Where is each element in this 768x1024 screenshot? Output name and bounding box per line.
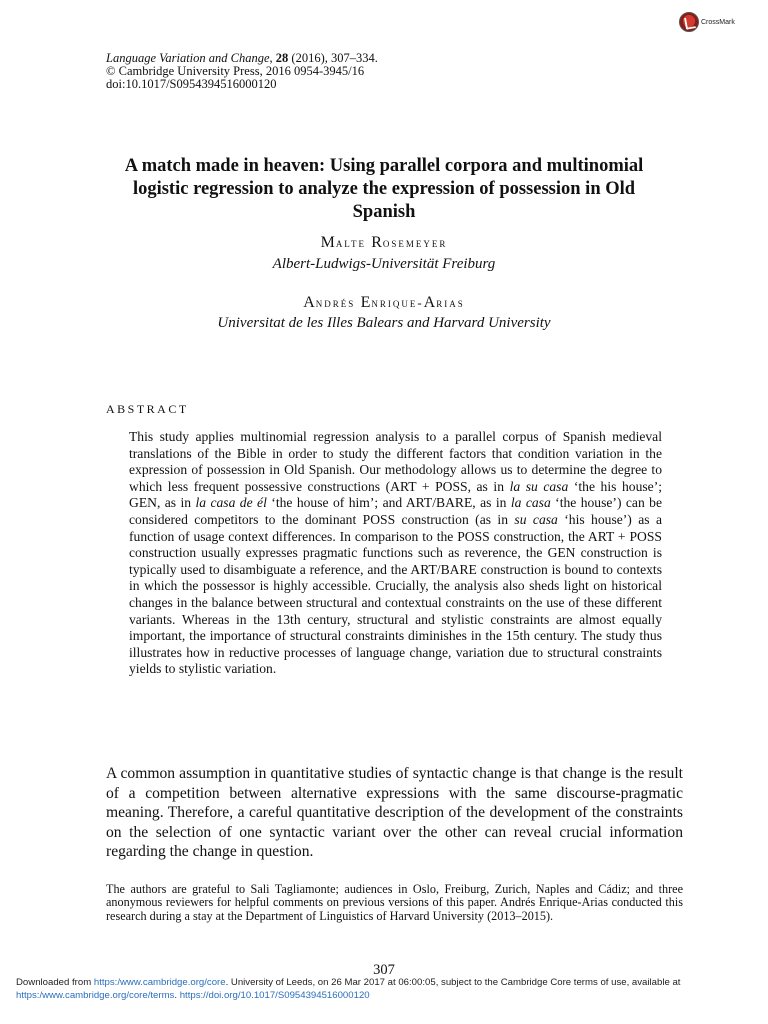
abstract-example: la su casa: [509, 478, 569, 494]
download-text: Downloaded from: [16, 977, 94, 988]
article-title: A match made in heaven: Using parallel corpora and multinomial logistic regression to analyze the expression of possession in Old Spanish: [124, 156, 644, 222]
author-2-last2-initial: A: [423, 294, 437, 311]
abstract-part: ‘the house of him’; and ART/BARE, as in: [266, 495, 511, 511]
download-notice: [16, 977, 756, 1002]
author-affiliation-2: Universitat de les Illes Balears and Harvard University: [217, 315, 551, 331]
doi-link[interactable]: https://doi.org/10.1017/S0954394516000120: [179, 989, 370, 1001]
abstract-part: ‘his house’) as a function of usage context differences. In comparison to the POSS construction, the ART + POSS construction usually expresses pragmatic functions such as reverence, the GEN construction is typically used to disambiguate a reference, and the ART/BARE construction is bound to contexts in which the possessor is highly accessible. Crucially, the analysis also sheds light on historical changes in the balance between structural and contextual constraints on the use of these different variants. Whereas in the 13th century, structural and stylistic constraints are almost equally important, the importance of structural constraints diminishes in the 15th century. The study thus illustrates how in reductive processes of language change, variation due to structural constraints yields to stylistic variation.: [129, 511, 663, 677]
author-1-first-initial: M: [320, 234, 336, 251]
journal-pages: (2016), 307–334.: [288, 51, 378, 65]
abstract-heading: ABSTRACT: [106, 402, 189, 416]
journal-sep: ,: [269, 51, 276, 65]
author-2-first-rest: ndrés: [315, 295, 356, 310]
author-name-2: [0, 294, 768, 312]
author-1-last-rest: osemeyer: [382, 235, 448, 250]
abstract-example: la casa de él: [195, 495, 267, 511]
page-number: 307: [373, 962, 395, 978]
journal-volume: 28: [275, 51, 289, 65]
cambridge-terms-link[interactable]: https:/www.cambridge.org/core/terms: [16, 989, 175, 1001]
abstract-part: This study applies multinomial regression analysis to a parallel corpus of Spanish medieval translations of the Bible in order to study the different factors that condition variation in the expression of possession in Old Spanish. Our methodology allows us to determine the degree to which less frequent possessive constructions (ART + POSS, as in: [129, 429, 662, 494]
author-2-first-initial: A: [303, 294, 316, 311]
abstract-text: [129, 429, 662, 678]
journal-doi: doi:10.1017/S0954394516000120: [106, 77, 277, 91]
author-2-last2-rest: rias: [436, 295, 465, 310]
acknowledgement-footnote: The authors are grateful to Sali Tagliamonte; audiences in Oslo, Freiburg, Zurich, Naples and Cádiz; and three anonymous reviewers for helpful comments on previous versions of this paper. Andrés Enrique-Arias conducted this research during a stay at the Department of Linguistics of Harvard University (2013–2015).: [106, 882, 683, 923]
crossmark-label: CrossMark: [701, 18, 735, 26]
abstract-example: la casa: [510, 495, 551, 511]
crossmark-badge[interactable]: [679, 12, 735, 32]
abstract-part: ‘the his house’; GEN, as in: [129, 478, 662, 511]
journal-name: Language Variation and Change: [106, 51, 270, 65]
journal-info: [106, 52, 378, 91]
body-paragraph: A common assumption in quantitative studies of syntactic change is that change is the result of a competition between alternative expressions with the same discourse-pragmatic meaning. Therefore, a careful quantitative description of the development of the constraints on the selection of one syntactic variant over the other can reveal crucial information regarding the change in question.: [106, 765, 683, 860]
abstract-example: su casa: [514, 511, 558, 527]
download-text: .: [174, 989, 180, 1001]
author-affiliation-1: Albert-Ludwigs-Universität Freiburg: [272, 256, 496, 272]
download-text: . University of Leeds, on 26 Mar 2017 at 06:00:05, subject to the Cambridge Core terms of use, available at: [225, 977, 681, 988]
author-1-last-initial: R: [371, 234, 383, 251]
journal-copyright: © Cambridge University Press, 2016 0954-3945/16: [106, 64, 365, 78]
author-2-last-rest: nrique-: [371, 295, 424, 310]
author-1-first-rest: alte: [335, 235, 366, 250]
abstract-part: ‘the house’) can be considered competitors to the dominant POSS construction (as in: [129, 495, 663, 527]
crossmark-icon: [679, 12, 699, 32]
cambridge-core-link[interactable]: https:/www.cambridge.org/core: [93, 977, 226, 988]
author-name-1: [0, 234, 768, 252]
author-2-last-initial: E: [360, 294, 372, 311]
